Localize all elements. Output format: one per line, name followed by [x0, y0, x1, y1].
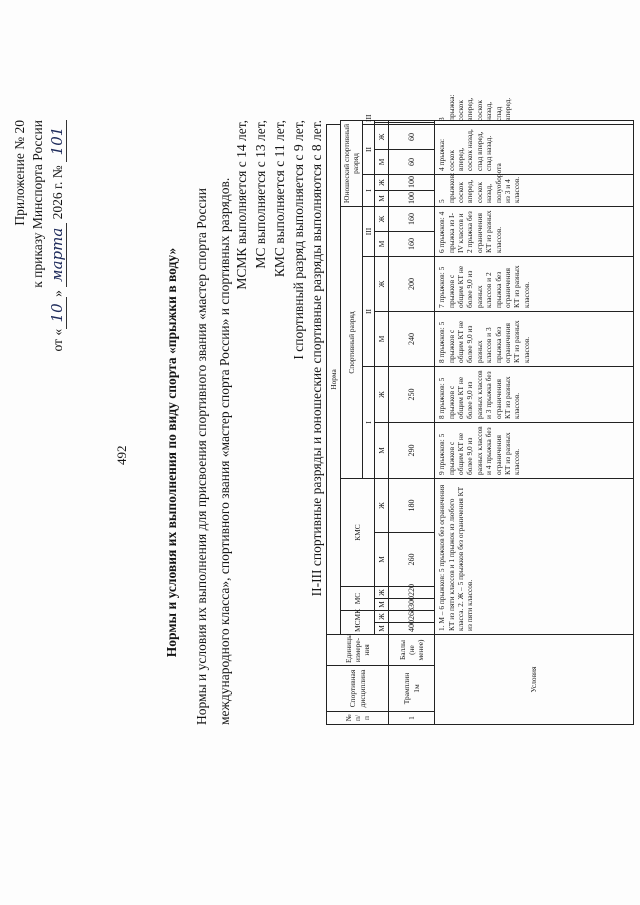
value-youth1-zh: 100: [389, 175, 435, 191]
header-female: Ж: [375, 207, 389, 232]
header-male: М: [375, 150, 389, 175]
row-units: Баллы (не менее): [389, 635, 435, 666]
value-kms-m: 260: [389, 533, 435, 587]
conditions-rank2-zh: 7 прыжков: 5 прыжков с общим КТ не более 9,0 из разных классов и 2 прыжка без ограничения КТ из разных классов.: [435, 257, 634, 312]
norms-table: [326, 94, 634, 725]
header-female: Ж: [375, 587, 389, 599]
requirement-msmk: МСМК выполняется с 14 лет,: [234, 120, 249, 290]
header-male: М: [375, 623, 389, 635]
requirement-youth-ranks: II-III спортивные разряды и юношеские спортивные разряды выполняются с 8 лет.: [309, 120, 324, 597]
value-youth1-m: 100: [389, 191, 435, 207]
header-female: Ж: [375, 611, 389, 623]
requirement-ms: МС выполняется с 13 лет,: [253, 120, 268, 269]
header-male: М: [375, 312, 389, 367]
value-youth2-zh: 60: [389, 124, 435, 149]
appendix-line-1: Приложение № 20: [12, 120, 27, 226]
value-ms-m: 300: [389, 599, 435, 611]
value-youth3-m: [389, 122, 435, 124]
appendix-line-2: к приказу Минспорта России: [30, 120, 45, 288]
value-rank1-m: 290: [389, 423, 435, 479]
header-units: Единицы измере-ния: [327, 635, 389, 666]
header-female: Ж: [375, 257, 389, 312]
conditions-main: 1. М – 6 прыжков: 5 прыжков без ограничения КТ из пяти классов и 1 прыжок из любого класса. 2. Ж – 5 прыжков без ограничения КТ из пяти классов.: [435, 479, 634, 635]
date-year: 2026 г. №: [50, 165, 65, 220]
appendix-line-3: [48, 120, 67, 352]
value-rank2-m: 240: [389, 312, 435, 367]
header-discipline: Спортивная дисциплина: [327, 666, 389, 712]
value-msmk-zh: 268: [389, 611, 435, 623]
header-norm: Норма: [327, 124, 341, 634]
requirement-kms: КМС выполняется с 11 лет,: [272, 120, 287, 278]
value-rank2-zh: 200: [389, 257, 435, 312]
row-discipline: Трамплин 1м: [389, 666, 435, 712]
intro-paragraph: Нормы и условия их выполнения для присвоения спортивного звания «мастер спорта России международного класса», спортивного звания «мастер спорта России» и спортивных разрядов.: [194, 177, 232, 725]
header-youth-rank: Юношеский спортивный разряд: [341, 121, 363, 207]
handwritten-day: 10: [48, 297, 67, 329]
value-rank3-m: 160: [389, 232, 435, 257]
conditions-youth2: 4 прыжка: соскок вперед, соскок назад, спад вперед, спад назад.: [435, 124, 634, 174]
header-male: М: [375, 423, 389, 479]
conditions-label: Условия: [435, 635, 634, 725]
value-youth3-zh: [389, 121, 435, 123]
header-youth-2: II: [362, 124, 374, 174]
value-rank3-zh: 160: [389, 207, 435, 232]
conditions-rank3: 6 прыжков: 4 прыжка из I-IV классов и 2 прыжка без ограничения КТ из разных классов.: [435, 207, 634, 257]
document-title: Нормы и условия их выполнения по виду спорта «прыжки в воду»: [164, 247, 179, 658]
header-youth-3: III: [362, 121, 374, 125]
value-ms-zh: 220: [389, 587, 435, 599]
header-female: Ж: [375, 479, 389, 533]
row-number: 1: [389, 712, 435, 725]
value-youth2-m: 60: [389, 150, 435, 175]
date-mid: »: [50, 290, 65, 297]
conditions-rank1-m: 9 прыжков: 5 прыжков с общим КТ не более 9,0 из разных классов и 4 прыжка без ограничения КТ из разных классов.: [435, 423, 634, 479]
header-female: Ж: [375, 175, 389, 191]
value-rank1-zh: 250: [389, 367, 435, 423]
header-number: № п/п: [327, 712, 389, 725]
header-kms: КМС: [341, 479, 375, 587]
conditions-youth3: 3 прыжка: соскок вперед, соскок назад, спад вперед.: [435, 121, 634, 125]
value-msmk-m: 400: [389, 623, 435, 635]
value-kms-zh: 180: [389, 479, 435, 533]
header-male: М: [375, 232, 389, 257]
header-sport-rank: Спортивный разряд: [341, 207, 363, 479]
header-ms: МС: [341, 587, 375, 611]
header-male: М: [375, 599, 389, 611]
header-female: Ж: [375, 124, 389, 149]
header-female: [375, 121, 389, 123]
handwritten-month: марта: [48, 223, 67, 287]
header-youth-1: I: [362, 175, 374, 207]
header-female: Ж: [375, 367, 389, 423]
header-rank-1: I: [362, 367, 374, 479]
header-male: М: [375, 191, 389, 207]
header-rank-3: III: [362, 207, 374, 257]
conditions-rank2-m: 8 прыжков: 5 прыжков с общим КТ не более 9,0 из разных классов и 3 прыжка без ограничения КТ из разных классов.: [435, 312, 634, 367]
header-male: М: [375, 533, 389, 587]
header-msmk: МСМК: [341, 611, 375, 635]
date-prefix: от «: [50, 328, 65, 352]
header-male: [375, 122, 389, 124]
handwritten-order-number: 101: [48, 120, 67, 162]
conditions-rank1-zh: 8 прыжков: 5 прыжков с общим КТ не более 9,0 из разных классов и 3 прыжка без ограничения КТ из разных классов.: [435, 367, 634, 423]
requirement-first-rank: I спортивный разряд выполняется с 9 лет,: [291, 120, 306, 360]
conditions-youth1: 5 прыжков: соскок вперед, соскок назад, полуоборота из 3 и 4 классов.: [435, 175, 634, 207]
header-rank-2: II: [362, 257, 374, 367]
page-number: 492: [114, 445, 129, 465]
